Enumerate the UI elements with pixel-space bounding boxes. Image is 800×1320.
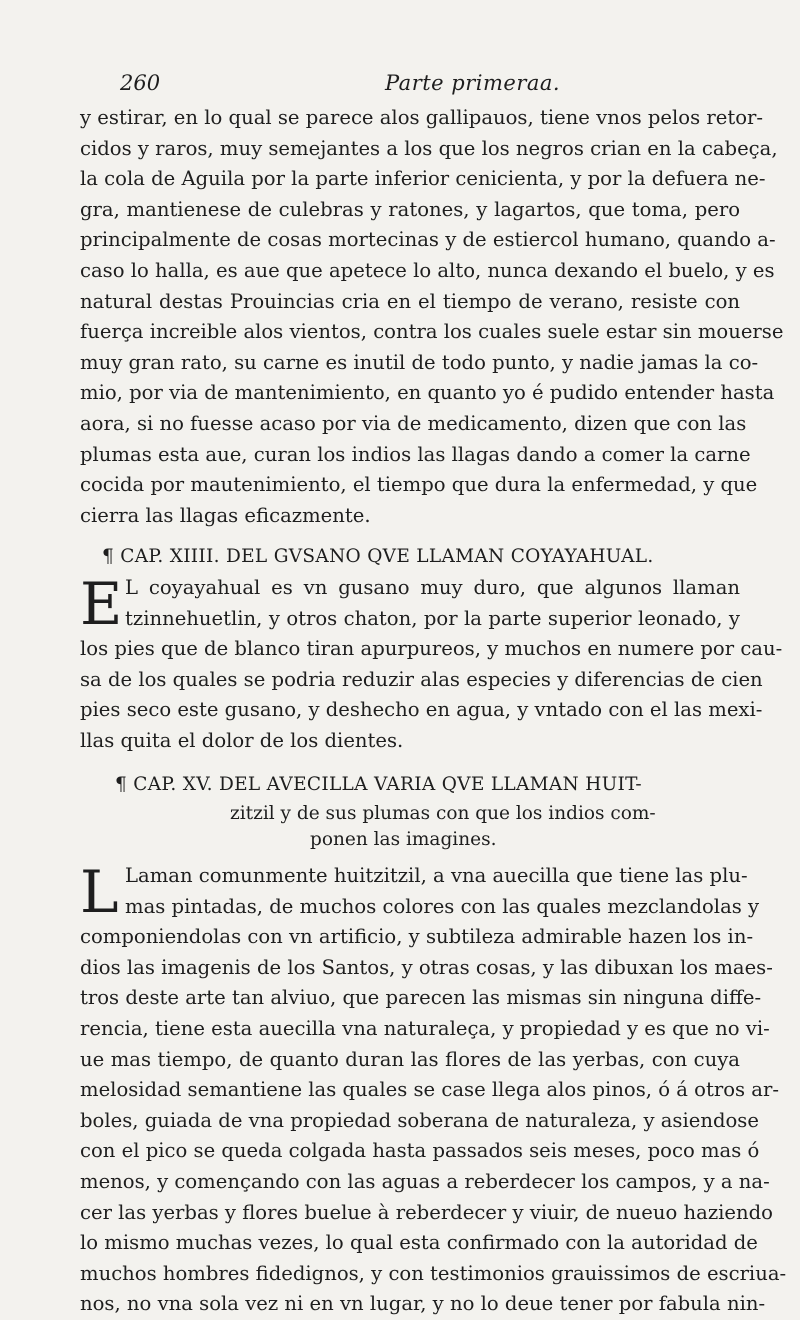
text-line: mas pintadas, de muchos colores con las quales mezclandolas y (125, 894, 760, 918)
text-line: cidos y raros, muy semejantes a los que los negros crian en la cabeça, (80, 136, 778, 160)
chapter-heading: ¶ CAP. XIIII. DEL GVSANO QVE LLAMAN COYAYAHUAL. (102, 546, 654, 568)
text-line: Laman comunmente huitzitzil, a vna auecilla que tiene las plu- (125, 864, 748, 888)
text-line: fuerça increible alos vientos, contra los cuales suele estar sin mouerse (80, 320, 784, 344)
page-number: 260 (120, 71, 161, 95)
text-line: muy gran rato, su carne es inutil de todo punto, y nadie jamas la co- (80, 350, 759, 374)
text-line: componiendolas con vn artificio, y subtileza admirable hazen los in- (80, 925, 754, 949)
text-line: mio, por via de mantenimiento, en quanto yo é pudido entender hasta (80, 381, 775, 405)
chapter-15-paragraph (80, 858, 787, 1320)
page-body (80, 103, 787, 1320)
text-line: con el pico se queda colgada hasta passados seis meses, poco mas ó (80, 1139, 760, 1163)
text-line: plumas esta aue, curan los indios las llagas dando a comer la carne (80, 442, 751, 466)
text-line: cierra las llagas eficazmente. (80, 503, 371, 527)
text-line: natural destas Prouincias cria en el tiempo de verano, resiste con (80, 289, 740, 313)
text-line: lo mismo muchas vezes, lo qual esta confirmado con la autoridad de (80, 1231, 758, 1255)
text-line: muchos hombres fidedignos, y con testimonios grauissimos de escriua- (80, 1261, 787, 1285)
text-line: la cola de Aguila por la parte inferior cenicienta, y por la defuera ne- (80, 167, 766, 191)
text-line: sa de los quales se podria reduzir alas especies y diferencias de cien (80, 667, 763, 691)
text-line: tros deste arte tan alviuo, que parecen las mismas sin ninguna diffe- (80, 986, 762, 1010)
chapter-subheading: zitzil y de sus plumas con que los indios com- (230, 803, 656, 825)
chapter-14-paragraph (80, 569, 783, 757)
text-line: gra, mantienese de culebras y ratones, y lagartos, que toma, pero (80, 197, 740, 221)
text-line: los pies que de blanco tiran apurpureos, y muchos en numere por cau- (80, 637, 783, 661)
drop-cap: L (80, 858, 119, 927)
running-title: Parte primeraa. (385, 71, 561, 95)
text-line: rencia, tiene esta auecilla vna naturaleça, y propiedad y es que no vi- (80, 1017, 770, 1041)
text-line: boles, guiada de vna propiedad soberana de naturaleza, y asiendose (80, 1108, 759, 1132)
text-line: menos, y començando con las aguas a reberdecer los campos, y a na- (80, 1170, 770, 1193)
text-line: ue mas tiempo, de quanto duran las flores de las yerbas, con cuya (80, 1047, 740, 1071)
text-line: cocida por mautenimiento, el tiempo que dura la enfermedad, y que (80, 473, 758, 497)
text-line: aora, si no fuesse acaso por via de medicamento, dizen que con las (80, 411, 747, 435)
chapter-subheading: ponen las imagines. (310, 829, 497, 851)
page-header (120, 71, 740, 101)
text-line: pies seco este gusano, y deshecho en agua, y vntado con el las mexi- (80, 698, 763, 722)
drop-cap: E (80, 569, 123, 638)
chapter-heading: ¶ CAP. XV. DEL AVECILLA VARIA QVE LLAMAN HUIT- (115, 774, 642, 796)
paragraph-1 (80, 103, 784, 531)
text-line: dios las imagenis de los Santos, y otras cosas, y las dibuxan los maes- (80, 955, 773, 979)
text-line: y estirar, en lo qual se parece alos gallipauos, tiene vnos pelos retor- (80, 106, 763, 129)
text-line: caso lo halla, es aue que apetece lo alto, nunca dexando el buelo, y es (80, 258, 775, 282)
text-line: L coyayahual es vn gusano muy duro, que algunos llaman (125, 575, 740, 599)
text-line: nos, no vna sola vez ni en vn lugar, y no lo deue tener por fabula nin- (80, 1292, 766, 1316)
text-line: cer las yerbas y flores buelue à reberdecer y viuir, de nueuo haziendo (80, 1200, 773, 1224)
text-line: principalmente de cosas mortecinas y de estiercol humano, quando a- (80, 228, 776, 252)
text-line: melosidad semantiene las quales se case llega alos pinos, ó á otros ar- (80, 1078, 779, 1102)
text-line: tzinnehuetlin, y otros chaton, por la parte superior leonado, y (125, 606, 740, 630)
text-line: llas quita el dolor de los dientes. (80, 728, 404, 752)
